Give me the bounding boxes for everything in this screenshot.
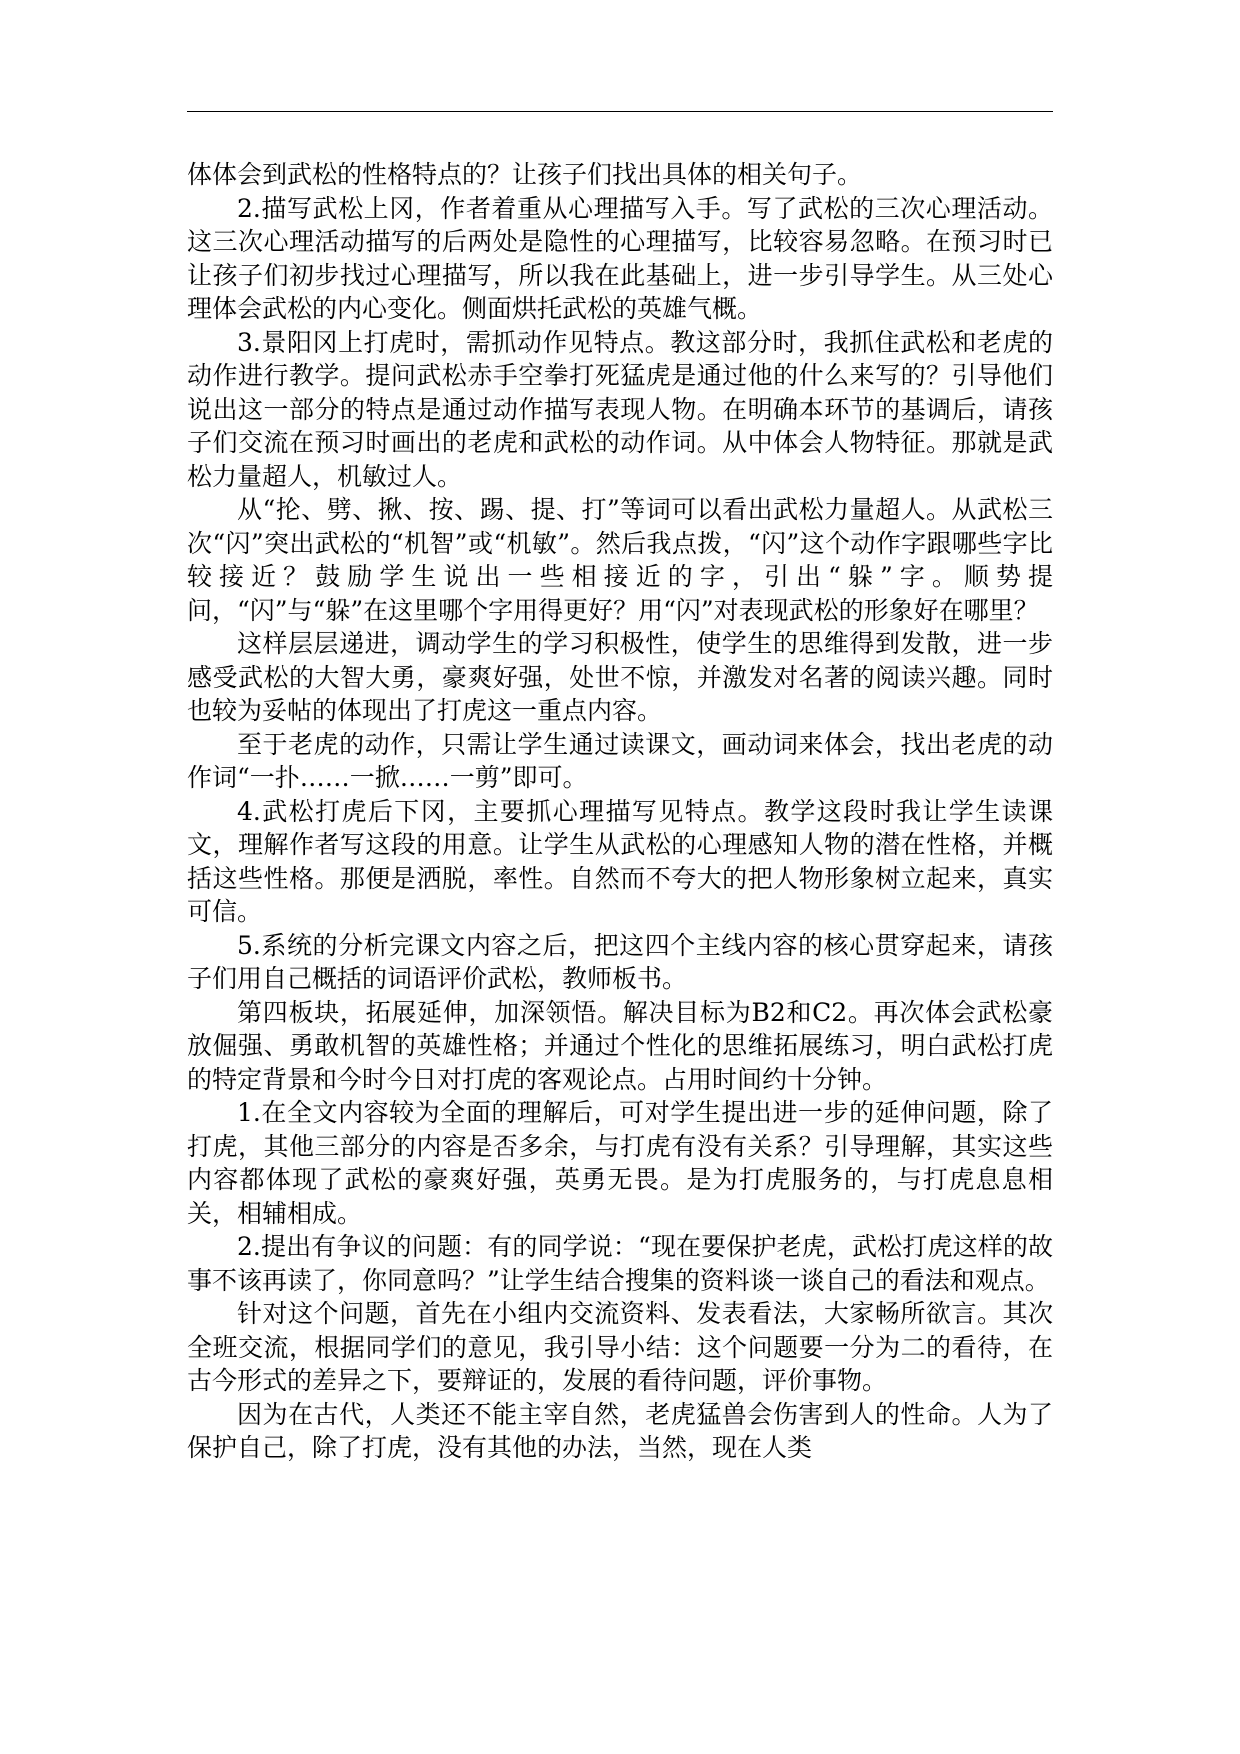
paragraph: 4.武松打虎后下冈，主要抓心理描写见特点。教学这段时我让学生读课文，理解作者写这段的用意。让学生从武松的心理感知人物的潜在性格，并概括这些性格。那便是洒脱，率性。自然而不夸大的把人物形象树立起来，真实可信。 — [187, 796, 1053, 926]
paragraph: 2.提出有争议的问题：有的同学说：“现在要保护老虎，武松打虎这样的故事不该再读了，你同意吗？”让学生结合搜集的资料谈一谈自己的看法和观点。 — [187, 1232, 1053, 1295]
paragraph: 至于老虎的动作，只需让学生通过读课文，画动词来体会，找出老虎的动作词“一扑……一掀……一剪”即可。 — [187, 729, 1053, 792]
paragraph: 针对这个问题，首先在小组内交流资料、发表看法，大家畅所欲言。其次全班交流，根据同学们的意见，我引导小结：这个问题要一分为二的看待，在古今形式的差异之下，要辩证的，发展的看待问题，评价事物。 — [187, 1299, 1053, 1395]
paragraph: 2.描写武松上冈，作者着重从心理描写入手。写了武松的三次心理活动。这三次心理活动描写的后两处是隐性的心理描写，比较容易忽略。在预习时已让孩子们初步找过心理描写，所以我在此基础上，进一步引导学生。从三处心理体会武松的内心变化。侧面烘托武松的英雄气概。 — [187, 193, 1053, 323]
header-rule — [187, 111, 1053, 112]
paragraph: 从“抡、劈、揪、按、踢、提、打”等词可以看出武松力量超人。从武松三次“闪”突出武松的“机智”或“机敏”。然后我点拨，“闪”这个动作字跟哪些字比较接近？鼓励学生说出一些相接近的字，引出“躲”字。顺势提问，“闪”与“躲”在这里哪个字用得更好？用“闪”对表现武松的形象好在哪里？ — [187, 495, 1053, 625]
paragraph: 5.系统的分析完课文内容之后，把这四个主线内容的核心贯穿起来，请孩子们用自己概括的词语评价武松，教师板书。 — [187, 930, 1053, 993]
paragraph: 1.在全文内容较为全面的理解后，可对学生提出进一步的延伸问题，除了打虎，其他三部分的内容是否多余，与打虎有没有关系？引导理解，其实这些内容都体现了武松的豪爽好强，英勇无畏。是为打虎服务的，与打虎息息相关，相辅相成。 — [187, 1098, 1053, 1228]
document-body — [187, 158, 1053, 1465]
paragraph: 第四板块，拓展延伸，加深领悟。解决目标为B2和C2。再次体会武松豪放倔强、勇敢机智的英雄性格；并通过个性化的思维拓展练习，明白武松打虎的特定背景和今时今日对打虎的客观论点。占用时间约十分钟。 — [187, 997, 1053, 1094]
paragraph-continuation: 体体会到武松的性格特点的？让孩子们找出具体的相关句子。 — [187, 160, 863, 189]
paragraph: 3.景阳冈上打虎时，需抓动作见特点。教这部分时，我抓住武松和老虎的动作进行教学。提问武松赤手空拳打死猛虎是通过他的什么来写的？引导他们说出这一部分的特点是通过动作描写表现人物。在明确本环节的基调后，请孩子们交流在预习时画出的老虎和武松的动作词。从中体会人物特征。那就是武松力量超人，机敏过人。 — [187, 327, 1053, 491]
paragraph: 这样层层递进，调动学生的学习积极性，使学生的思维得到发散，进一步感受武松的大智大勇，豪爽好强，处世不惊，并激发对名著的阅读兴趣。同时也较为妥帖的体现出了打虎这一重点内容。 — [187, 629, 1053, 725]
paragraph: 因为在古代，人类还不能主宰自然，老虎猛兽会伤害到人的性命。人为了保护自己，除了打虎，没有其他的办法，当然，现在人类 — [187, 1399, 1053, 1462]
